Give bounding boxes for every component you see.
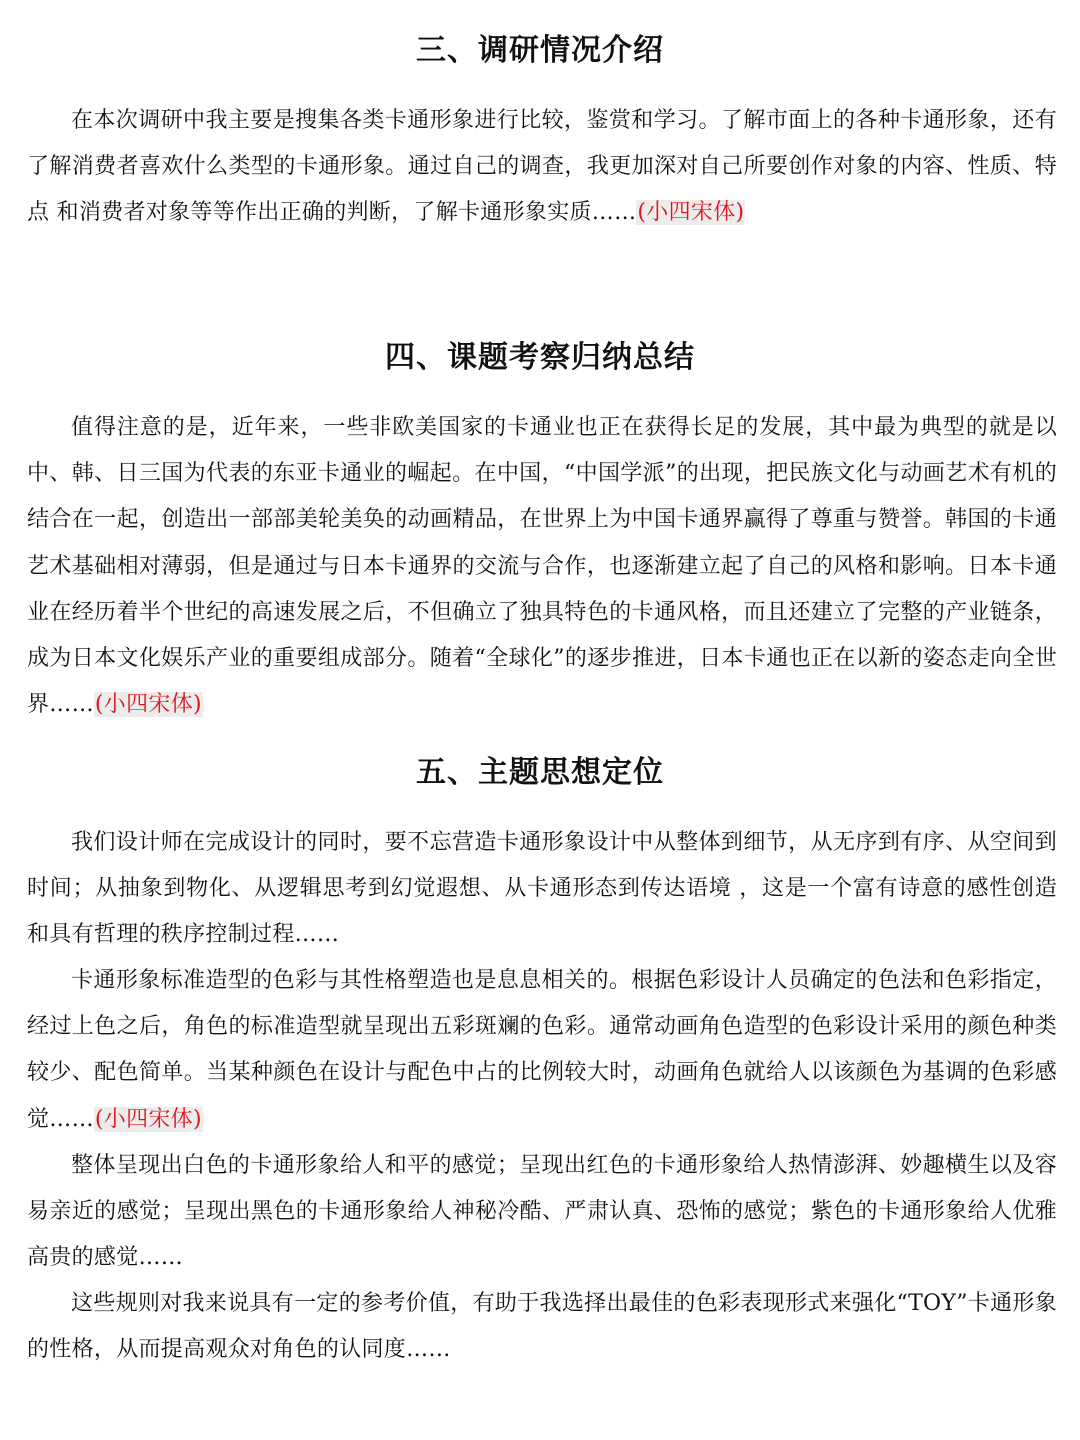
section-5-paragraph-4 bbox=[27, 1281, 1057, 1373]
section-3-heading: 三、调研情况介绍 bbox=[416, 33, 664, 68]
paragraph-text: 在本次调研中我主要是搜集各类卡通形象进行比较，鉴赏和学习。了解市面上的各种卡通形象，还有了解消费者喜欢什么类型的卡通形象。通过自己的调查，我更加深对自己所要创作对象的内容、性质、特点 和消费者对象等等作出正确的判断，了解卡通形象实质…… bbox=[27, 108, 1057, 226]
paragraph-text: 我们设计师在完成设计的同时，要不忘营造卡通形象设计中从整体到细节，从无序到有序、从空间到时间；从抽象到物化、从逻辑思考到幻觉遐想、从卡通形态到传达语境 ，这是一个富有诗意的感性创造和具有哲理的秩序控制过程…… bbox=[27, 830, 1057, 948]
section-4-heading: 四、课题考察归纳总结 bbox=[385, 340, 695, 375]
paragraph-text: 卡通形象标准造型的色彩与其性格塑造也是息息相关的。根据色彩设计人员确定的色法和色彩指定，经过上色之后，角色的标准造型就呈现出五彩斑斓的色彩。通常动画角色造型的色彩设计采用的颜色种类较少、配色简单。当某种颜色在设计与配色中占的比例较大时，动画角色就给人以该颜色为基调的色彩感觉…… bbox=[27, 968, 1057, 1132]
section-5-paragraph-3 bbox=[27, 1143, 1057, 1282]
font-size-note: (小四宋体) bbox=[637, 200, 745, 226]
section-3-paragraph-1 bbox=[27, 98, 1057, 237]
section-5-paragraph-2 bbox=[27, 958, 1057, 1143]
section-5-heading: 五、主题思想定位 bbox=[416, 755, 664, 790]
section-4-paragraph-1 bbox=[27, 405, 1057, 728]
paragraph-text: 这些规则对我来说具有一定的参考价值，有助于我选择出最佳的色彩表现形式来强化“TOY”卡通形象的性格，从而提高观众对角色的认同度…… bbox=[27, 1291, 1057, 1363]
font-size-note: (小四宋体) bbox=[94, 1106, 202, 1132]
font-size-note: (小四宋体) bbox=[94, 692, 202, 718]
paragraph-text: 值得注意的是，近年来，一些非欧美国家的卡通业也正在获得长足的发展，其中最为典型的就是以中、韩、日三国为代表的东亚卡通业的崛起。在中国，“中国学派”的出现，把民族文化与动画艺术有机的结合在一起，创造出一部部美轮美奂的动画精品，在世界上为中国卡通界赢得了尊重与赞誉。韩国的卡通艺术基础相对薄弱，但是通过与日本卡通界的交流与合作，也逐渐建立起了自己的风格和影响。日本卡通业在经历着半个世纪的高速发展之后，不但确立了独具特色的卡通风格，而且还建立了完整的产业链条，成为日本文化娱乐产业的重要组成部分。随着“全球化”的逐步推进，日本卡通也正在以新的姿态走向全世界…… bbox=[27, 415, 1057, 718]
section-5-paragraph-1 bbox=[27, 820, 1057, 959]
paragraph-text: 整体呈现出白色的卡通形象给人和平的感觉；呈现出红色的卡通形象给人热情澎湃、妙趣横生以及容易亲近的感觉；呈现出黑色的卡通形象给人神秘冷酷、严肃认真、恐怖的感觉；紫色的卡通形象给人优雅高贵的感觉…… bbox=[27, 1153, 1057, 1271]
